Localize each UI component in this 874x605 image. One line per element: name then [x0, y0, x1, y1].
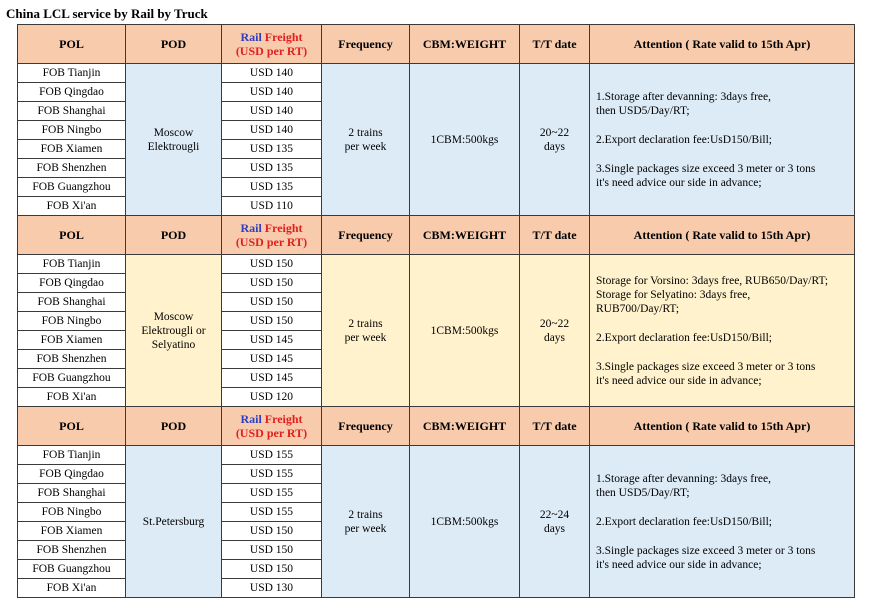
tt-date-cell	[520, 255, 590, 407]
frequency-cell	[322, 64, 410, 216]
frequency-cell	[322, 446, 410, 598]
header-rail-word: Rail	[240, 412, 262, 426]
pod-line: St.Petersburg	[142, 515, 205, 528]
attention-line: Storage for Vorsino: 3days free, RUB650/Day/RT;	[596, 274, 829, 287]
pol-cell: FOB Tianjin	[18, 446, 126, 465]
frequency-cell	[322, 255, 410, 407]
attention-line: Storage for Selyatino: 3days free,	[596, 288, 751, 301]
header-tt-date: T/T date	[520, 407, 590, 446]
pol-cell: FOB Xiamen	[18, 522, 126, 541]
price-cell: USD 150	[222, 560, 322, 579]
attention-line: it's need advice our side in advance;	[596, 176, 762, 189]
attention-cell	[590, 446, 855, 598]
attention-spacer	[596, 345, 848, 360]
header-pod: POD	[126, 407, 222, 446]
frequency-line: per week	[344, 140, 387, 153]
header-freight-word: Freight	[264, 412, 303, 426]
table-row	[18, 64, 855, 83]
header-pol: POL	[18, 216, 126, 255]
pod-cell	[126, 64, 222, 216]
header-frequency: Frequency	[322, 407, 410, 446]
pol-cell: FOB Xi'an	[18, 197, 126, 216]
price-cell: USD 150	[222, 255, 322, 274]
section-header-row	[18, 216, 855, 255]
header-freight	[222, 407, 322, 446]
attention-line: then USD5/Day/RT;	[596, 486, 690, 499]
header-freight-word: Freight	[264, 221, 303, 235]
frequency-line: 2 trains	[348, 317, 383, 330]
attention-line: 3.Single packages size exceed 3 meter or 3 tons	[596, 360, 816, 373]
attention-spacer	[596, 500, 848, 515]
attention-line: it's need advice our side in advance;	[596, 374, 762, 387]
price-cell: USD 135	[222, 178, 322, 197]
tt-date-line: days	[543, 331, 566, 344]
price-cell: USD 155	[222, 503, 322, 522]
header-attention: Attention ( Rate valid to 15th Apr)	[590, 407, 855, 446]
attention-cell	[590, 255, 855, 407]
attention-line: RUB700/Day/RT;	[596, 302, 680, 315]
price-cell: USD 150	[222, 522, 322, 541]
price-cell: USD 135	[222, 140, 322, 159]
pol-cell: FOB Qingdao	[18, 274, 126, 293]
header-pol: POL	[18, 25, 126, 64]
pod-line: Selyatino	[151, 338, 196, 351]
header-freight-word: Freight	[264, 30, 303, 44]
pol-cell: FOB Shenzhen	[18, 350, 126, 369]
attention-line: then USD5/Day/RT;	[596, 104, 690, 117]
header-unit: (USD per RT)	[235, 44, 308, 58]
header-rail-word: Rail	[240, 30, 262, 44]
header-pol: POL	[18, 407, 126, 446]
rate-table	[17, 24, 855, 598]
pol-cell: FOB Guangzhou	[18, 369, 126, 388]
tt-date-line: 22~24	[539, 508, 570, 521]
frequency-line: per week	[344, 522, 387, 535]
pod-cell	[126, 255, 222, 407]
header-unit: (USD per RT)	[235, 426, 308, 440]
pod-line: Elektrougli	[147, 140, 200, 153]
header-unit: (USD per RT)	[235, 235, 308, 249]
header-cbm-weight: CBM:WEIGHT	[410, 25, 520, 64]
price-cell: USD 150	[222, 274, 322, 293]
attention-line: it's need advice our side in advance;	[596, 558, 762, 571]
attention-line: 1.Storage after devanning: 3days free,	[596, 472, 771, 485]
price-cell: USD 145	[222, 369, 322, 388]
tt-date-line: 20~22	[539, 317, 570, 330]
header-freight	[222, 25, 322, 64]
header-attention: Attention ( Rate valid to 15th Apr)	[590, 25, 855, 64]
pod-line: Elektrougli or	[141, 324, 206, 337]
attention-spacer	[596, 316, 848, 331]
cbm-weight-cell: 1CBM:500kgs	[410, 255, 520, 407]
section-header-row	[18, 407, 855, 446]
tt-date-cell	[520, 64, 590, 216]
attention-spacer	[596, 529, 848, 544]
header-frequency: Frequency	[322, 216, 410, 255]
header-cbm-weight: CBM:WEIGHT	[410, 216, 520, 255]
attention-line: 1.Storage after devanning: 3days free,	[596, 90, 771, 103]
pol-cell: FOB Shanghai	[18, 102, 126, 121]
price-cell: USD 110	[222, 197, 322, 216]
price-cell: USD 145	[222, 350, 322, 369]
pol-cell: FOB Xi'an	[18, 388, 126, 407]
pol-cell: FOB Xi'an	[18, 579, 126, 598]
attention-line: 2.Export declaration fee:UsD150/Bill;	[596, 515, 772, 528]
attention-spacer	[596, 147, 848, 162]
price-cell: USD 140	[222, 121, 322, 140]
frequency-line: 2 trains	[348, 508, 383, 521]
header-tt-date: T/T date	[520, 216, 590, 255]
price-cell: USD 145	[222, 331, 322, 350]
pol-cell: FOB Qingdao	[18, 465, 126, 484]
price-cell: USD 135	[222, 159, 322, 178]
price-cell: USD 150	[222, 312, 322, 331]
cbm-weight-cell: 1CBM:500kgs	[410, 64, 520, 216]
section-header-row	[18, 25, 855, 64]
price-cell: USD 140	[222, 64, 322, 83]
pol-cell: FOB Xiamen	[18, 331, 126, 350]
attention-line: 2.Export declaration fee:UsD150/Bill;	[596, 331, 772, 344]
pol-cell: FOB Ningbo	[18, 312, 126, 331]
tt-date-line: 20~22	[539, 126, 570, 139]
pod-line: Moscow	[153, 126, 194, 139]
tt-date-line: days	[543, 522, 566, 535]
pod-cell	[126, 446, 222, 598]
pol-cell: FOB Guangzhou	[18, 560, 126, 579]
price-cell: USD 140	[222, 102, 322, 121]
attention-line: 2.Export declaration fee:UsD150/Bill;	[596, 133, 772, 146]
price-cell: USD 140	[222, 83, 322, 102]
frequency-line: per week	[344, 331, 387, 344]
table-row	[18, 255, 855, 274]
price-cell: USD 130	[222, 579, 322, 598]
pol-cell: FOB Ningbo	[18, 121, 126, 140]
price-cell: USD 155	[222, 484, 322, 503]
pol-cell: FOB Shenzhen	[18, 541, 126, 560]
attention-line: 3.Single packages size exceed 3 meter or 3 tons	[596, 162, 816, 175]
frequency-line: 2 trains	[348, 126, 383, 139]
price-cell: USD 155	[222, 446, 322, 465]
header-freight	[222, 216, 322, 255]
pol-cell: FOB Guangzhou	[18, 178, 126, 197]
pol-cell: FOB Shanghai	[18, 484, 126, 503]
header-frequency: Frequency	[322, 25, 410, 64]
attention-line: 3.Single packages size exceed 3 meter or 3 tons	[596, 544, 816, 557]
price-cell: USD 120	[222, 388, 322, 407]
pol-cell: FOB Tianjin	[18, 255, 126, 274]
page-title: China LCL service by Rail by Truck	[6, 6, 208, 21]
header-tt-date: T/T date	[520, 25, 590, 64]
tt-date-line: days	[543, 140, 566, 153]
header-pod: POD	[126, 216, 222, 255]
price-cell: USD 150	[222, 293, 322, 312]
table-row	[18, 446, 855, 465]
cbm-weight-cell: 1CBM:500kgs	[410, 446, 520, 598]
price-cell: USD 155	[222, 465, 322, 484]
header-attention: Attention ( Rate valid to 15th Apr)	[590, 216, 855, 255]
header-pod: POD	[126, 25, 222, 64]
header-cbm-weight: CBM:WEIGHT	[410, 407, 520, 446]
pod-line: Moscow	[153, 310, 194, 323]
pol-cell: FOB Ningbo	[18, 503, 126, 522]
pol-cell: FOB Qingdao	[18, 83, 126, 102]
tt-date-cell	[520, 446, 590, 598]
price-cell: USD 150	[222, 541, 322, 560]
pol-cell: FOB Xiamen	[18, 140, 126, 159]
attention-spacer	[596, 118, 848, 133]
pol-cell: FOB Shenzhen	[18, 159, 126, 178]
pol-cell: FOB Tianjin	[18, 64, 126, 83]
header-rail-word: Rail	[240, 221, 262, 235]
attention-cell	[590, 64, 855, 216]
pol-cell: FOB Shanghai	[18, 293, 126, 312]
